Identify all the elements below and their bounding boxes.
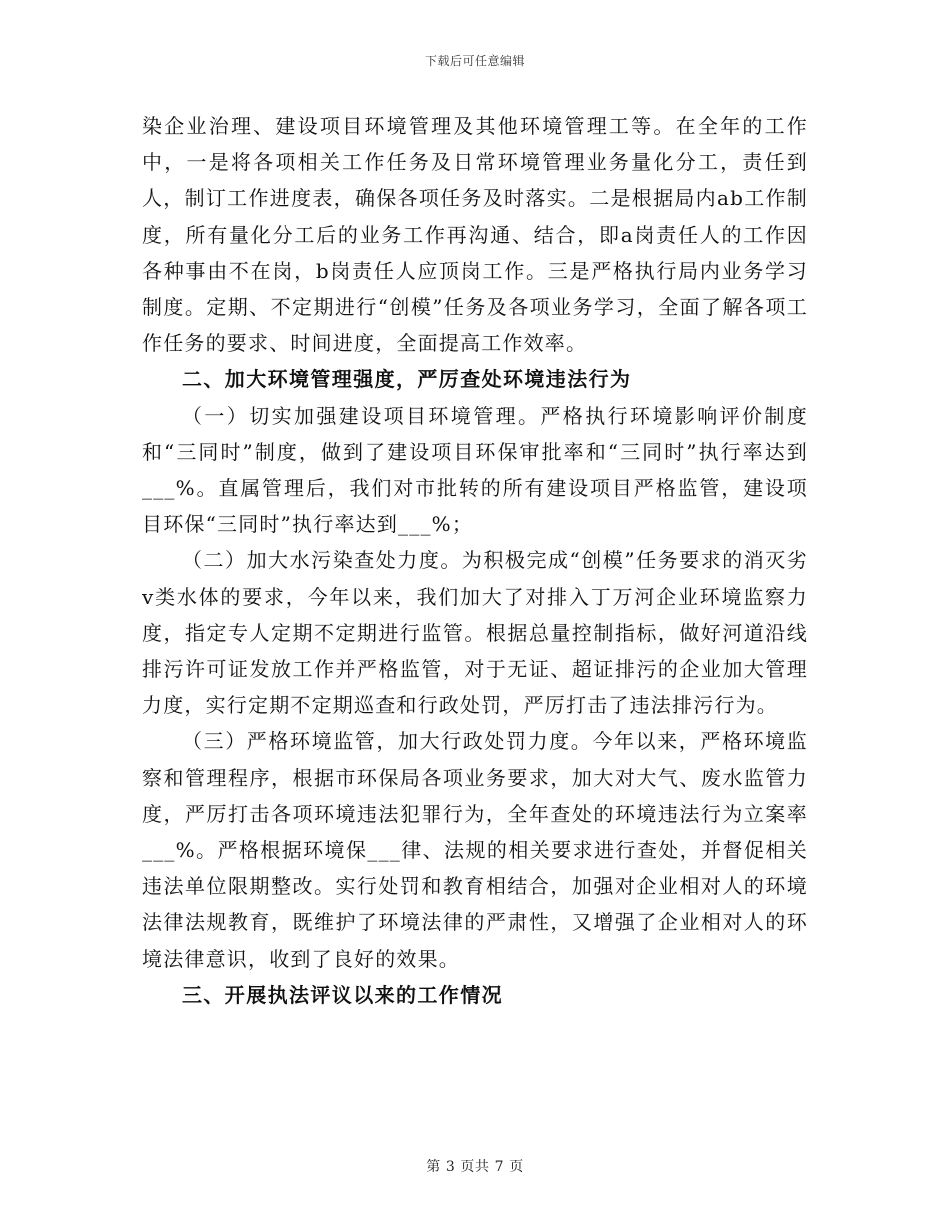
paragraph-construction-projects: （一）切实加强建设项目环境管理。严格执行环境影响评价制度和“三同时”制度，做到了建设项目环保审批率和“三同时”执行率达到___%。直属管理后，我们对市批转的所有建设项目严格监管，建设项目环保“三同时”执行率达到___%； [142, 403, 808, 537]
page-number-footer: 第 3 页共 7 页 [426, 1159, 524, 1175]
section-heading-3: 三、开展执法评议以来的工作情况 [182, 982, 503, 1007]
paragraph-water-pollution: （二）加大水污染查处力度。为积极完成“创模”任务要求的消灭劣v类水体的要求，今年以来，我们加大了对排入丁万河企业环境监察力度，指定专人定期不定期进行监管。根据总量控制指标，做好河道沿线排污许可证发放工作并严格监管，对于无证、超证排污的企业加大管理力度，实行定期不定期巡查和行政处罚，严厉打击了违法排污行为。 [142, 548, 808, 718]
section-heading-2: 二、加大环境管理强度，严厉查处环境违法行为 [182, 367, 632, 392]
paragraph-continued: 染企业治理、建设项目环境管理及其他环境管理工等。在全年的工作中，一是将各项相关工作任务及日常环境管理业务量化分工，责任到人，制订工作进度表，确保各项任务及时落实。二是根据局内ab工作制度，所有量化分工后的业务工作再沟通、结合，即a岗责任人的工作因各种事由不在岗，b岗责任人应顶岗工作。三是严格执行局内业务学习制度。定期、不定期进行“创模”任务及各项业务学习，全面了解各项工作任务的要求、时间进度，全面提高工作效率。 [142, 114, 808, 356]
document-body [142, 108, 808, 1013]
paragraph-administrative-penalties: （三）严格环境监管，加大行政处罚力度。今年以来，严格环境监察和管理程序，根据市环保局各项业务要求，加大对大气、废水监管力度，严厉打击各项环境违法犯罪行为，全年查处的环境违法行为立案率___%。严格根据环境保___律、法规的相关要求进行查处，并督促相关违法单位限期整改。实行处罚和教育相结合，加强对企业相对人的环境法律法规教育，既维护了环境法律的严肃性，又增强了企业相对人的环境法律意识，收到了良好的效果。 [142, 729, 808, 971]
page-header: 下载后可任意编辑 [424, 54, 525, 68]
